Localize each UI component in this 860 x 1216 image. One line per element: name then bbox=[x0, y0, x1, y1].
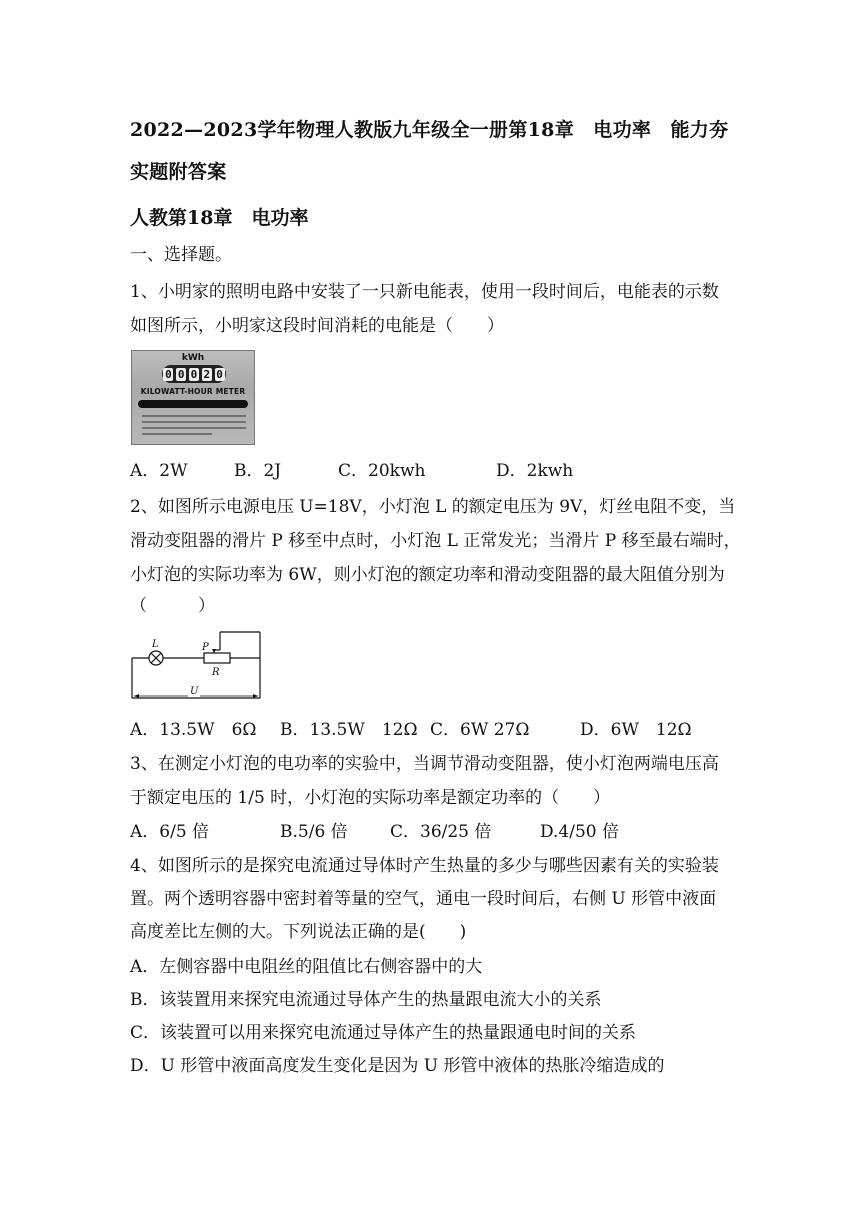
q2-stem-line-4: （ ） bbox=[130, 596, 215, 616]
q1-option-c[interactable]: C．20kwh bbox=[338, 461, 426, 481]
q3-option-a[interactable]: A．6/5 倍 bbox=[130, 822, 210, 842]
q2-option-a[interactable]: A．13.5W 6Ω bbox=[130, 720, 257, 740]
meter-disc bbox=[138, 400, 248, 408]
q4-option-a[interactable]: A．左侧容器中电阻丝的阻值比右侧容器中的大 bbox=[130, 957, 483, 977]
meter-digit: 2 bbox=[203, 367, 211, 381]
q4-option-d[interactable]: D．U 形管中液面高度发生变化是因为 U 形管中液体的热胀冷缩造成的 bbox=[130, 1056, 665, 1076]
q2-stem-line-3: 小灯泡的实际功率为 6W，则小灯泡的额定功率和滑动变阻器的最大阻值分别为 bbox=[130, 565, 725, 585]
q1-option-d[interactable]: D．2kwh bbox=[496, 461, 574, 481]
q2-options bbox=[130, 718, 692, 742]
electricity-meter-image bbox=[131, 350, 255, 445]
q4-stem-line-2: 置。两个透明容器中密封着等量的空气，通电一段时间后，右侧 U 形管中液面 bbox=[130, 889, 717, 909]
q3-option-b[interactable]: B.5/6 倍 bbox=[280, 822, 348, 842]
meter-digit: 0 bbox=[165, 367, 172, 381]
q2-option-c[interactable]: C．6W 27Ω bbox=[430, 720, 530, 740]
meter-spec-text bbox=[142, 415, 246, 417]
q1-option-a[interactable]: A．2W bbox=[130, 461, 188, 481]
q1-stem-line-2: 如图所示，小明家这段时间消耗的电能是（ ） bbox=[130, 316, 504, 336]
q4-stem-line-3: 高度差比左侧的大。下列说法正确的是( ) bbox=[130, 922, 467, 942]
document-title-line-2: 实题附答案 bbox=[130, 161, 227, 183]
q4-stem-line-1: 4、如图所示的是探究电流通过导体时产生热量的多少与哪些因素有关的实验装 bbox=[130, 856, 719, 876]
voltage-label: U bbox=[190, 686, 199, 697]
q1-options bbox=[130, 459, 573, 483]
slider-label: P bbox=[202, 642, 209, 653]
meter-spec-text bbox=[142, 427, 246, 429]
meter-spec-text bbox=[142, 421, 246, 423]
section-heading: 一、选择题。 bbox=[130, 245, 232, 265]
q2-stem-line-2: 滑动变阻器的滑片 P 移至中点时，小灯泡 L 正常发光；当滑片 P 移至最右端时， bbox=[130, 531, 741, 551]
meter-brand-label: KILOWATT-HOUR METER bbox=[140, 387, 246, 396]
meter-digit: 0 bbox=[190, 367, 198, 381]
document-title-line-1: 2022—2023学年物理人教版九年级全一册第18章 电功率 能力夯 bbox=[130, 119, 729, 141]
meter-digit: 0 bbox=[216, 367, 223, 381]
q3-options bbox=[130, 820, 619, 844]
q3-stem-line-2: 于额定电压的 1/5 时，小灯泡的实际功率是额定功率的（ ） bbox=[130, 788, 611, 808]
chapter-heading: 人教第18章 电功率 bbox=[130, 207, 309, 229]
meter-reading bbox=[162, 365, 226, 383]
lamp-label: L bbox=[152, 639, 159, 650]
q4-option-b[interactable]: B．该装置用来探究电流通过导体产生的热量跟电流大小的关系 bbox=[130, 990, 602, 1010]
q4-option-c[interactable]: C．该装置可以用来探究电流通过导体产生的热量跟通电时间的关系 bbox=[130, 1023, 637, 1043]
meter-unit-label: kWh bbox=[181, 353, 205, 363]
meter-digit: 0 bbox=[177, 367, 185, 381]
q2-option-d[interactable]: D．6W 12Ω bbox=[580, 720, 692, 740]
q2-option-b[interactable]: B．13.5W 12Ω bbox=[280, 720, 418, 740]
q3-option-d[interactable]: D.4/50 倍 bbox=[540, 822, 620, 842]
q3-stem-line-1: 3、在测定小灯泡的电功率的实验中，当调节滑动变阻器，使小灯泡两端电压高 bbox=[130, 754, 719, 774]
q1-option-b[interactable]: B．2J bbox=[234, 461, 282, 481]
circuit-diagram bbox=[130, 630, 262, 702]
q2-stem-line-1: 2、如图所示电源电压 U=18V，小灯泡 L 的额定电压为 9V，灯丝电阻不变，当 bbox=[130, 497, 736, 517]
resistor-label: R bbox=[212, 667, 220, 678]
q3-option-c[interactable]: C．36/25 倍 bbox=[390, 822, 492, 842]
meter-spec-text bbox=[142, 433, 212, 435]
q1-stem-line-1: 1、小明家的照明电路中安装了一只新电能表，使用一段时间后，电能表的示数 bbox=[130, 282, 719, 302]
